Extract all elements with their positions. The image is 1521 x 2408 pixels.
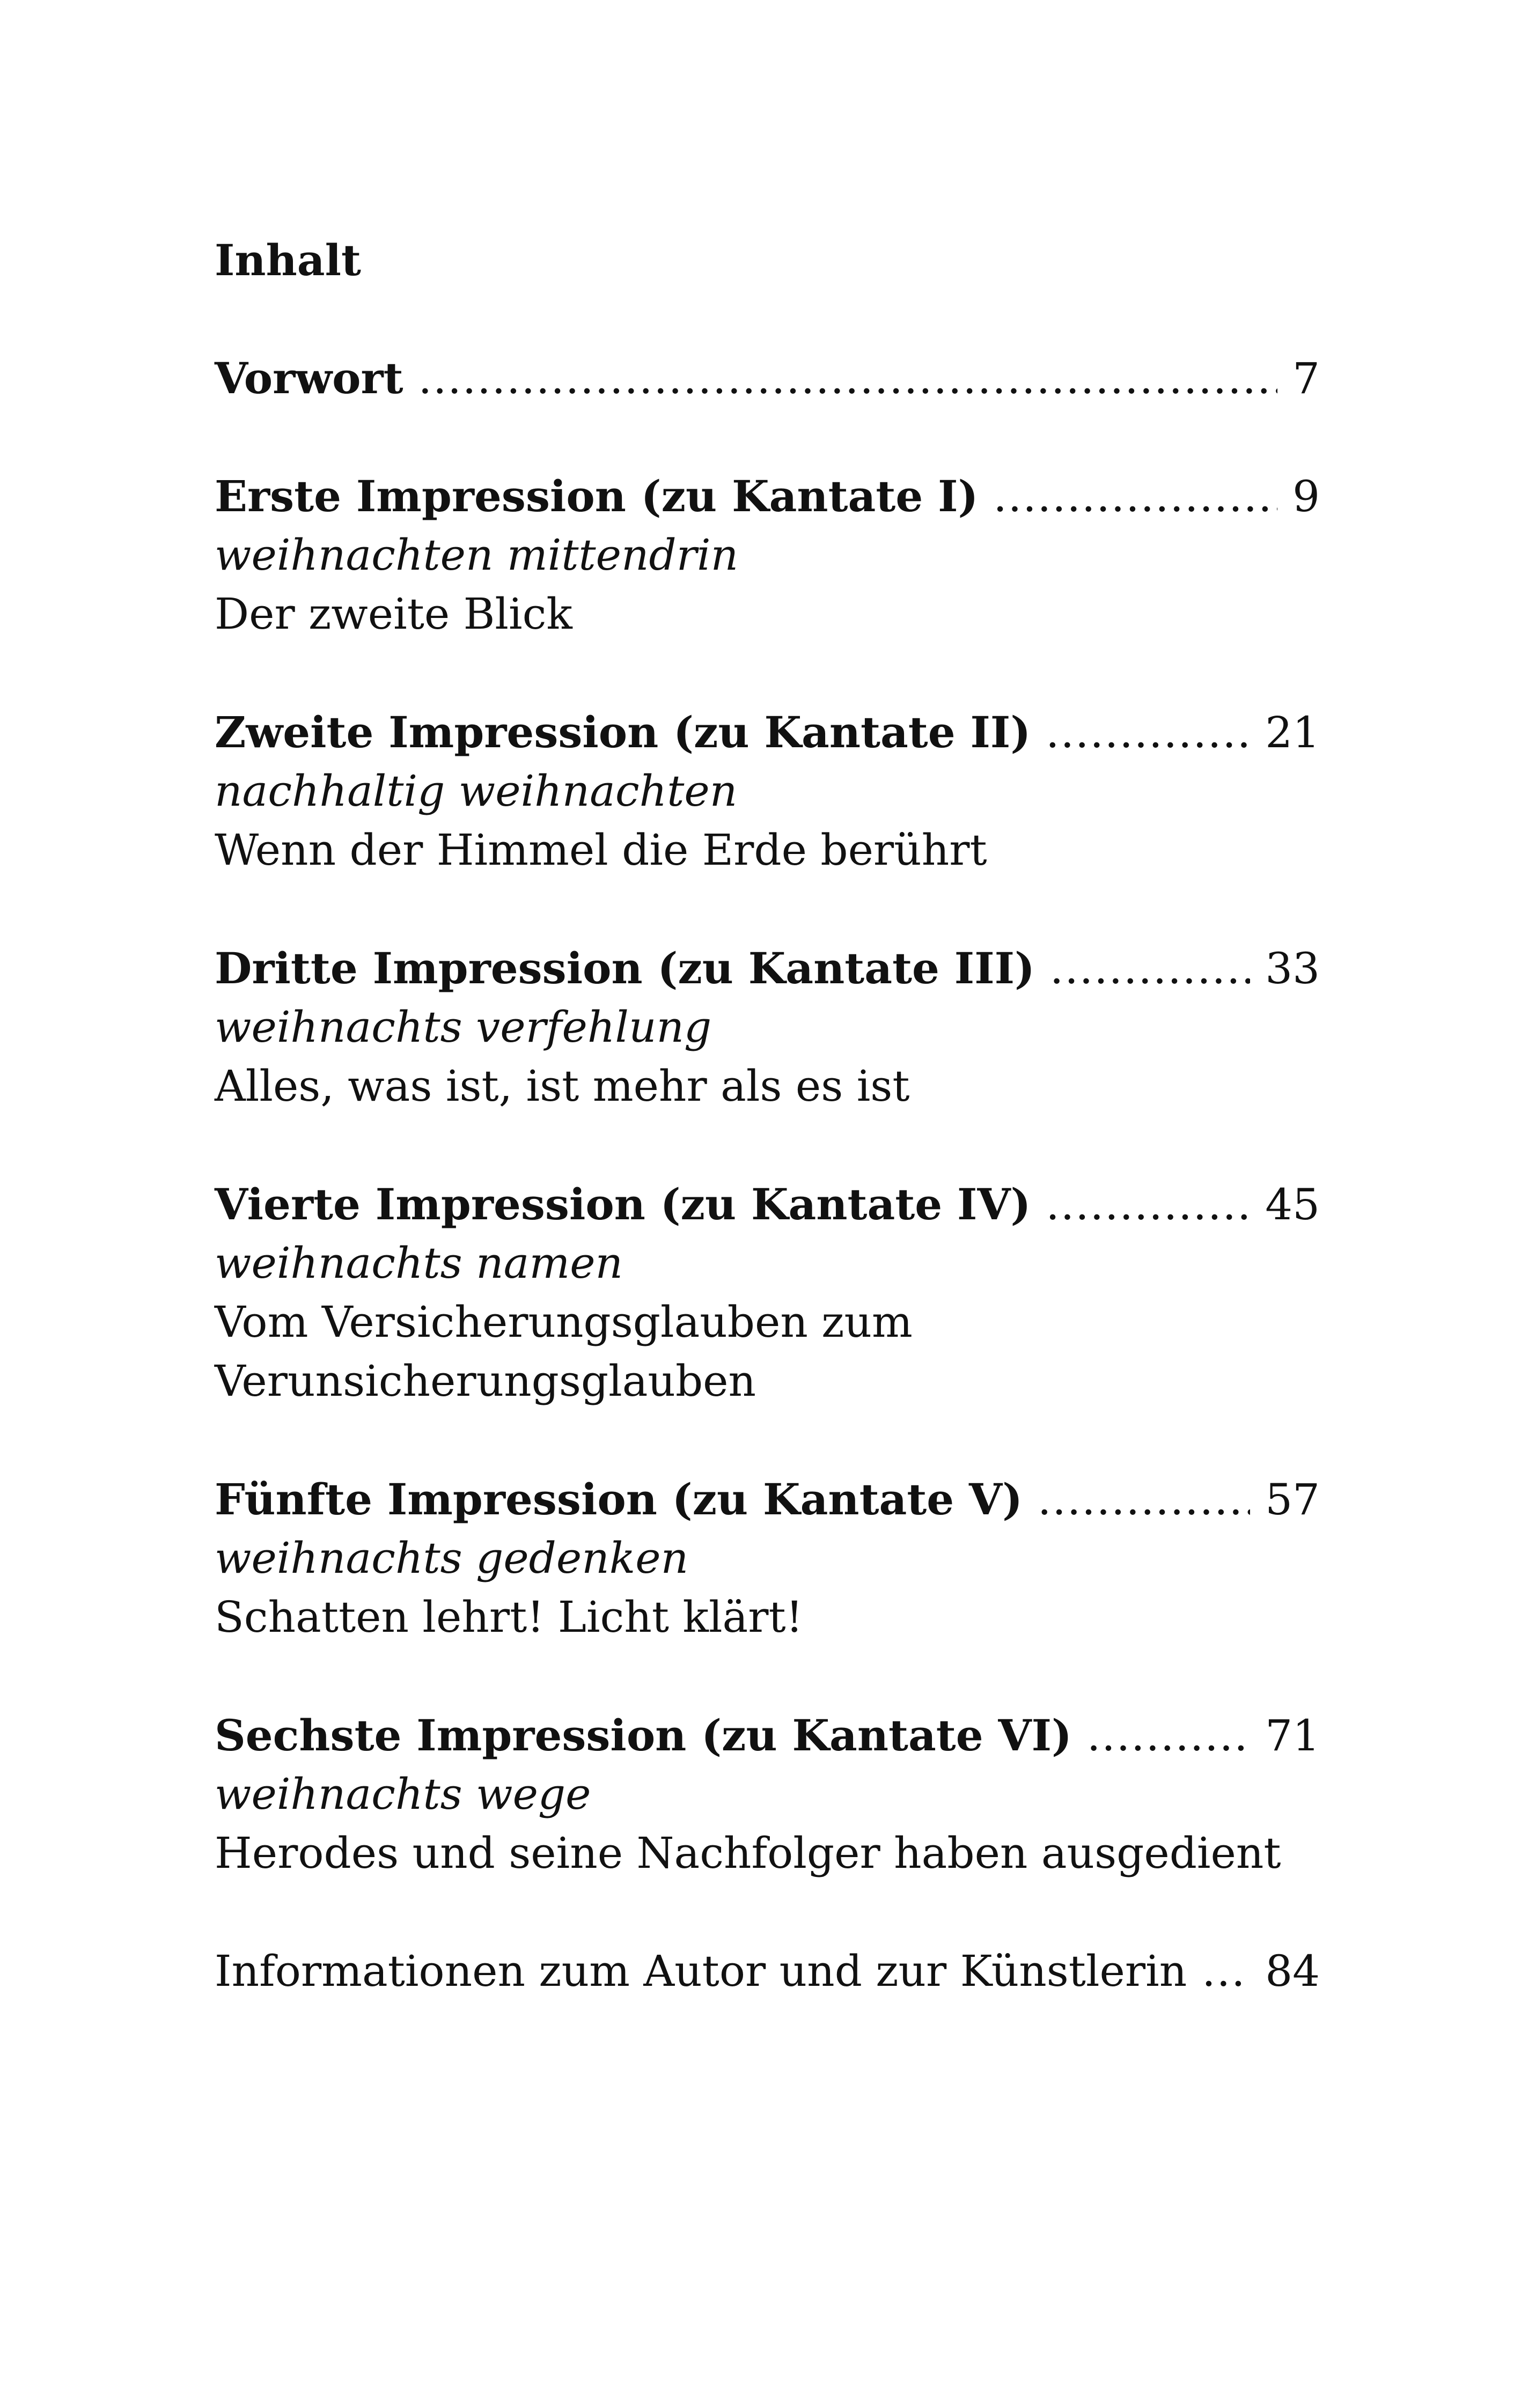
dot-leader (1046, 1175, 1250, 1234)
toc-entry-vorwort (215, 349, 1320, 408)
toc-entry-sechste (215, 1706, 1320, 1765)
dot-leader (418, 349, 1278, 408)
toc-entry-title: Dritte Impression (zu Kantate III) (215, 943, 1035, 993)
toc-entry-title: Informationen zum Autor und zur Künstlerin (215, 1946, 1187, 1996)
dot-leader (1038, 1470, 1250, 1529)
toc-entry-title: Vorwort (215, 353, 403, 403)
toc-entry-description: Der zweite Blick (215, 589, 572, 639)
toc-entry-zweite (215, 703, 1320, 762)
dot-leader (1046, 703, 1250, 762)
toc-entry-page: 84 (1265, 1946, 1320, 1996)
toc-entry-description: Wenn der Himmel die Erde berührt (215, 825, 987, 875)
dot-leader (1202, 1942, 1250, 2001)
dot-leader (1050, 939, 1250, 998)
toc-entry-fuenfte (215, 1470, 1320, 1529)
toc-entry-page: 33 (1265, 944, 1320, 993)
toc-entry-subtitle: weihnachts wege (215, 1769, 591, 1819)
toc-entry-informationen (215, 1942, 1320, 2001)
toc-entry-title: Erste Impression (zu Kantate I) (215, 471, 979, 521)
toc-entry-page: 57 (1265, 1475, 1320, 1525)
toc-entry-description: Herodes und seine Nachfolger haben ausgedient (215, 1828, 1281, 1878)
toc-entry-dritte (215, 939, 1320, 998)
toc-entry-page: 21 (1265, 708, 1320, 757)
toc-entry-subtitle: weihnachts verfehlung (215, 1002, 712, 1052)
toc-entry-erste (215, 467, 1320, 526)
toc-entry-page: 71 (1265, 1711, 1320, 1761)
toc-entry-title: Vierte Impression (zu Kantate IV) (215, 1179, 1031, 1229)
toc-heading: Inhalt (215, 235, 361, 285)
toc-entry-vierte (215, 1175, 1320, 1234)
toc-entry-subtitle: weihnachts namen (215, 1238, 623, 1288)
dot-leader (1087, 1706, 1250, 1765)
toc-entry-description: Verunsicherungsglauben (215, 1356, 756, 1406)
toc-entry-page: 9 (1292, 472, 1320, 521)
toc-entry-page: 45 (1265, 1180, 1320, 1229)
toc-entry-subtitle: weihnachten mittendrin (215, 530, 739, 580)
toc-entry-subtitle: weihnachts gedenken (215, 1533, 689, 1583)
toc-entry-description: Vom Versicherungsglauben zum (215, 1297, 913, 1347)
toc-entry-page: 7 (1292, 354, 1320, 403)
toc-entry-title: Zweite Impression (zu Kantate II) (215, 707, 1031, 757)
toc-entry-title: Sechste Impression (zu Kantate VI) (215, 1710, 1072, 1761)
toc-entry-description: Schatten lehrt! Licht klärt! (215, 1592, 803, 1642)
toc-entry-subtitle: nachhaltig weihnachten (215, 766, 738, 816)
toc-entry-description: Alles, was ist, ist mehr als es ist (215, 1061, 910, 1111)
toc-entry-title: Fünfte Impression (zu Kantate V) (215, 1474, 1023, 1525)
dot-leader (993, 467, 1277, 526)
